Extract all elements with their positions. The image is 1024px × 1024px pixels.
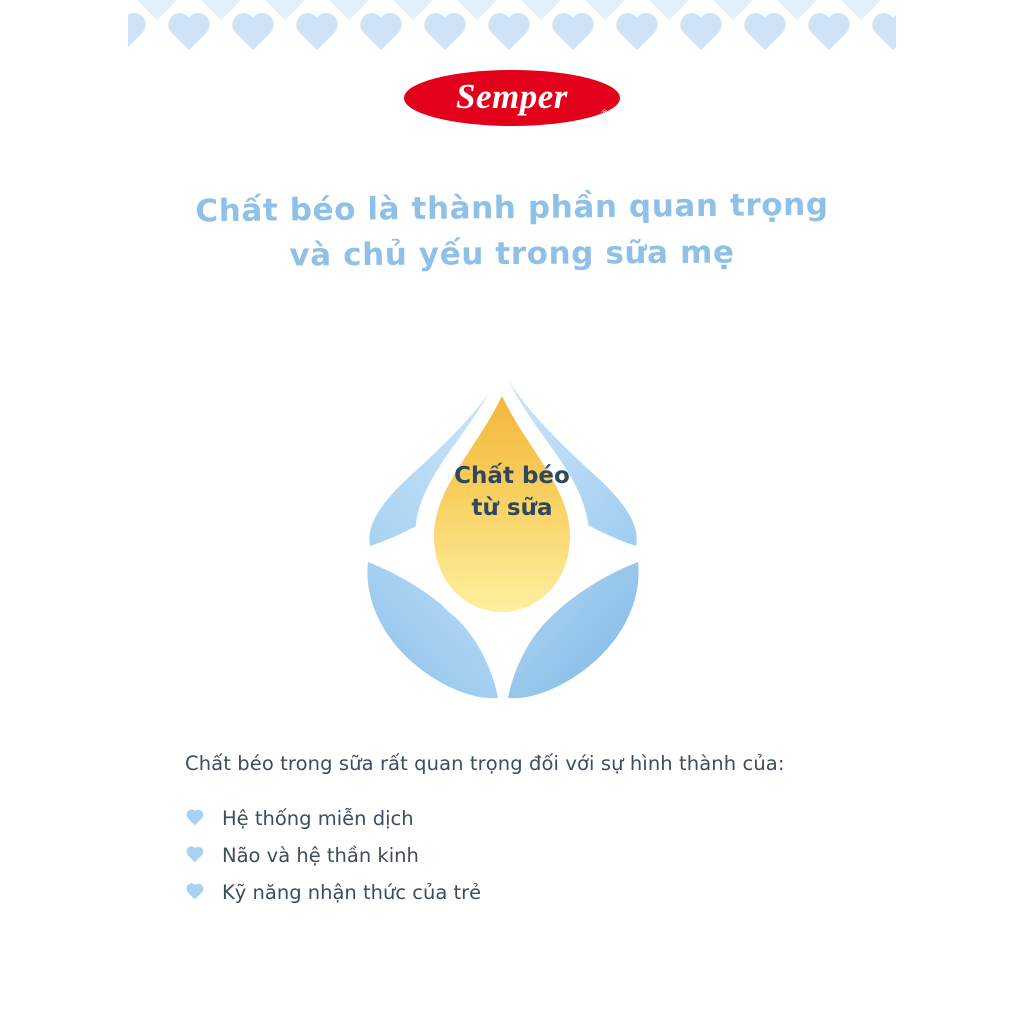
list-item bbox=[185, 800, 885, 837]
list-item-label: Hệ thống miễn dịch bbox=[222, 807, 414, 830]
intro-text: Chất béo trong sữa rất quan trọng đối với sự hình thành của: bbox=[185, 752, 785, 775]
drop-label-line-2: từ sữa bbox=[471, 495, 553, 521]
headline-line-1: Chất béo là thành phần quan trọng bbox=[195, 186, 829, 230]
list-item bbox=[185, 874, 885, 911]
milk-drop-diagram bbox=[332, 330, 692, 710]
list-item-label: Não và hệ thần kinh bbox=[222, 844, 419, 867]
headline-line-2: và chủ yếu trong sữa mẹ bbox=[289, 234, 735, 274]
list-item-label: Kỹ năng nhận thức của trẻ bbox=[222, 881, 482, 904]
heart-icon bbox=[185, 847, 204, 864]
heart-icon bbox=[678, 14, 724, 56]
heart-icon bbox=[166, 14, 212, 56]
heart-icon bbox=[230, 14, 276, 56]
page-headline bbox=[112, 185, 912, 277]
list-item bbox=[185, 837, 885, 874]
heart-pattern-band bbox=[128, 0, 896, 62]
heart-icon bbox=[486, 14, 532, 56]
heart-icon bbox=[550, 14, 596, 56]
drop-label-line-1: Chất béo bbox=[454, 463, 570, 489]
heart-icon bbox=[614, 14, 660, 56]
logo-text: Semper bbox=[456, 77, 568, 116]
logo-ellipse bbox=[404, 70, 620, 126]
heart-icon bbox=[358, 14, 404, 56]
brand-logo bbox=[0, 70, 1024, 131]
benefit-list bbox=[185, 800, 885, 911]
heart-icon bbox=[185, 810, 204, 827]
heart-icon bbox=[294, 14, 340, 56]
heart-icon bbox=[422, 14, 468, 56]
heart-icon bbox=[806, 14, 852, 56]
heart-icon bbox=[742, 14, 788, 56]
heart-icon bbox=[870, 14, 896, 56]
heart-icon bbox=[185, 884, 204, 901]
heart-icon bbox=[128, 14, 148, 56]
registered-mark: ® bbox=[601, 108, 608, 118]
